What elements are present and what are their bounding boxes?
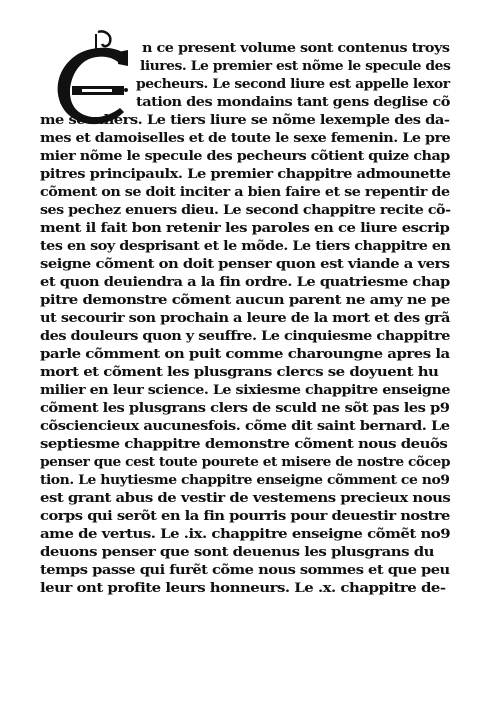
text-line: septiesme chappitre demonstre cõment nous deuõs (40, 437, 448, 452)
text-line: pitre demonstre cõment aucun parent ne amy ne pe (40, 293, 450, 308)
text-line: me seculiers. Le tiers liure se nõme lexemple des da- (40, 113, 450, 128)
text-line: cõment on se doit inciter a bien faire et se repentir de (40, 185, 450, 200)
text-line: tation des mondains tant gens deglise cõ (136, 95, 450, 110)
text-line: parle cõmment on puit comme charoungne apres la (40, 347, 450, 362)
text-line: pitres principaulx. Le premier chappitre admounette (40, 167, 451, 182)
text-line: mes et damoiselles et de toute le sexe femenin. Le pre (40, 131, 451, 146)
text-line: cõment les plusgrans clers de sculd ne sõt pas les p9 (40, 401, 450, 416)
text-line: milier en leur science. Le sixiesme chappitre enseigne (40, 383, 450, 398)
text-line: ame de vertus. Le .ix. chappitre enseigne cõmẽt no9 (40, 527, 451, 542)
text-line: liures. Le premier est nõme le specule des (140, 59, 451, 74)
text-line: des douleurs quon y seuffre. Le cinquiesme chappitre (40, 329, 450, 344)
text-line: est grant abus de vestir de vestemens precieux nous (40, 491, 451, 506)
text-line: corps qui serõt en la fin pourris pour deuestir nostre (40, 509, 450, 524)
text-line: temps passe qui furẽt cõme nous sommes et que peu (40, 563, 450, 578)
text-line: mier nõme le specule des pecheurs cõtient quize chap (40, 149, 450, 164)
text-line: mort et cõment les plusgrans clercs se doyuent hu (40, 365, 439, 380)
text-line: et quon deuiendra a la fin ordre. Le quatriesme chap (40, 275, 450, 290)
text-line: seigne cõment on doit penser quon est viande a vers (40, 257, 450, 272)
text-line: ment il fait bon retenir les paroles en ce liure escrip (40, 221, 450, 236)
text-line: n ce present volume sont contenus troys (142, 41, 450, 56)
text-line: ut secourir son prochain a leure de la mort et des grã (40, 311, 450, 326)
text-line: deuons penser que sont deuenus les plusgrans du (40, 545, 435, 560)
text-line: ses pechez enuers dieu. Le second chappitre recite cõ- (40, 203, 451, 218)
text-line: penser que cest toute pourete et misere de nostre cõcep (40, 455, 451, 470)
text-line: cõsciencieux aucunesfois. cõme dit saint bernard. Le (40, 419, 450, 434)
text-line: leur ont profite leurs honneurs. Le .x. chappitre de- (40, 581, 446, 596)
text-line: pecheurs. Le second liure est appelle lexor (136, 77, 450, 92)
text-line: tes en soy desprisant et le mõde. Le tiers chappitre en (40, 239, 451, 254)
text-line: tion. Le huytiesme chappitre enseigne cõmment ce no9 (40, 473, 450, 488)
